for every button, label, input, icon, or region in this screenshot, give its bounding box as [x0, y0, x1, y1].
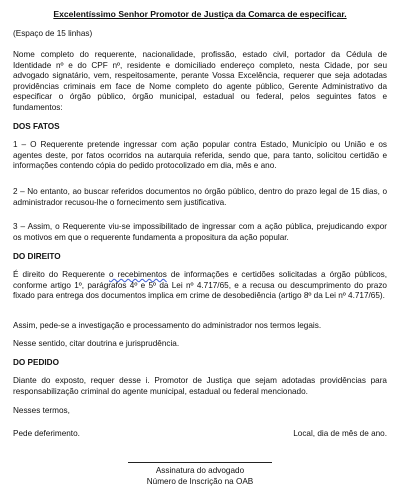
signature-label: Assinatura do advogado [155, 466, 245, 475]
section-heading-fatos: DOS FATOS [13, 122, 60, 131]
pedido-paragraph-2: Nesses termos, [13, 406, 70, 415]
oab-number-label: Número de Inscrição na OAB [146, 477, 254, 486]
section-heading-pedido: DO PEDIDO [13, 358, 59, 367]
intro-paragraph: Nome completo do requerente, nacionalidade, profissão, estado civil, portador da Cédula de Identidade nº e do CPF nº, residente e domiciliado endereço completo, nesta Cidade, por seu advogado signatário, vem, respeitosamente, perante Vossa Excelência, requerer que seja adotadas providências criminais em face de Nome completo do agente público, Gerente Administrativo da especificar o órgão público, órgão municipal, estadual ou federal, pelos seguintes fatos e fundamentos: [13, 50, 387, 112]
direito-p1-start: É direito do Requerente [13, 270, 109, 279]
closing-place-date: Local, dia de mês de ano. [293, 429, 387, 438]
direito-paragraph-3: Nesse sentido, citar doutrina e jurisprudência. [13, 339, 180, 348]
spacing-note: (Espaço de 15 linhas) [13, 29, 93, 38]
section-heading-direito: DO DIREITO [13, 252, 61, 261]
fatos-paragraph-1: 1 – O Requerente pretende ingressar com ação popular contra Estado, Município ou União e os agentes deste, por fatos ocorridos na autarquia referida, sendo que, para tanto, solicitou certidão e informações contendo cópia do pedido protocolizado em dia, mês e ano. [13, 140, 387, 171]
signature-line [128, 462, 272, 463]
fatos-paragraph-2: 2 – No entanto, ao buscar referidos documentos no órgão público, dentro do prazo legal de 15 dias, o administrador recusou-lhe o fornecimento sem justificativa. [13, 187, 387, 207]
direito-paragraph-1 [13, 270, 387, 302]
spellcheck-marked-text: o recebimentos [109, 270, 167, 279]
direito-paragraph-2: Assim, pede-se a investigação e processamento do administrador nos termos legais. [13, 321, 322, 330]
document-title: Excelentíssimo Senhor Promotor de Justiça da Comarca de especificar. [53, 9, 347, 19]
closing-line [13, 429, 387, 440]
fatos-paragraph-3: 3 – Assim, o Requerente viu-se impossibilitado de ingressar com a ação pública, prejudicando expor os motivos em que o requerente fundamenta a propositura da ação popular. [13, 222, 387, 242]
direito-p1-end: de informações e certidões solicitadas a órgão públicos, conforme artigo 1º, parágrafos 4º e 5º da Lei nº 4.717/65, e a recusa ou descumprimento do prazo fixado para entrega dos documentos implica em crime de desobediência (artigo 8º da Lei nº 4.717/65). [13, 270, 387, 301]
closing-request: Pede deferimento. [13, 429, 80, 438]
pedido-paragraph-1: Diante do exposto, requer desse i. Promotor de Justiça que sejam adotadas providências para responsabilização criminal do agente municipal, estadual ou federal mencionado. [13, 376, 387, 396]
